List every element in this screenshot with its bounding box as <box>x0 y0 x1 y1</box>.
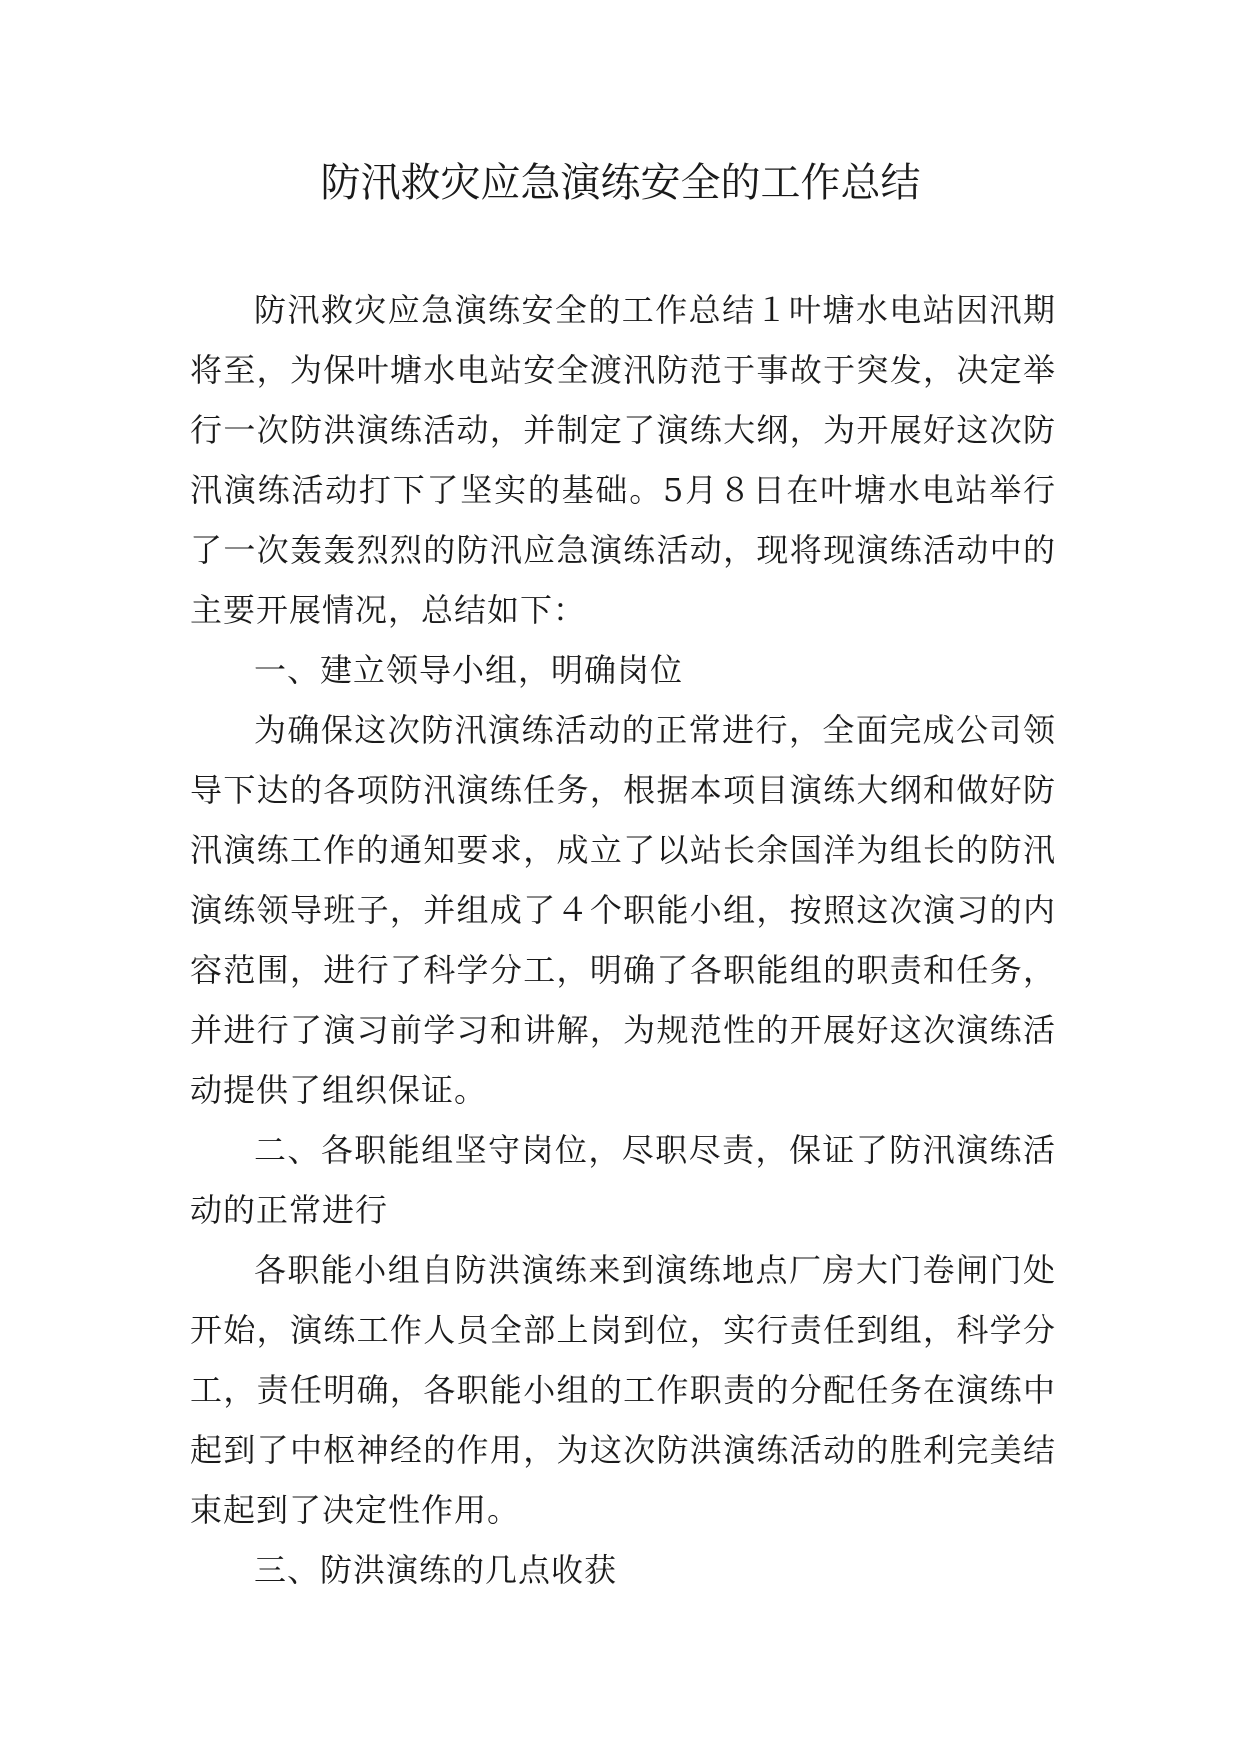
document-title: 防汛救灾应急演练安全的工作总结 <box>320 160 921 206</box>
section-paragraph-2: 各职能小组自防洪演练来到演练地点厂房大门卷闸门处开始，演练工作人员全部上岗到位，实行责任到组，科学分工，责任明确，各职能小组的工作职责的分配任务在演练中起到了中枢神经的作用，为这次防洪演练活动的胜利完美结束起到了决定性作用。 <box>190 1251 1056 1529</box>
section-paragraph-1: 为确保这次防汛演练活动的正常进行，全面完成公司领导下达的各项防汛演练任务，根据本项目演练大纲和做好防汛演练工作的通知要求，成立了以站长余国洋为组长的防汛演练领导班子，并组成了４个职能小组，按照这次演习的内容范围，进行了科学分工，明确了各职能组的职责和任务，并进行了演习前学习和讲解，为规范性的开展好这次演练活动提供了组织保证。 <box>190 711 1056 1109</box>
intro-paragraph: 防汛救灾应急演练安全的工作总结１叶塘水电站因汛期将至，为保叶塘水电站安全渡汛防范于事故于突发，决定举行一次防洪演练活动，并制定了演练大纲，为开展好这次防汛演练活动打下了坚实的基础。5月８日在叶塘水电站举行了一次轰轰烈烈的防汛应急演练活动，现将现演练活动中的主要开展情况，总结如下： <box>190 291 1056 629</box>
section-heading-3: 三、防洪演练的几点收获 <box>254 1551 618 1589</box>
section-heading-2: 二、各职能组坚守岗位，尽职尽责，保证了防汛演练活动的正常进行 <box>190 1131 1056 1229</box>
document-body <box>190 280 1056 1600</box>
section-heading-1: 一、建立领导小组，明确岗位 <box>254 651 684 689</box>
